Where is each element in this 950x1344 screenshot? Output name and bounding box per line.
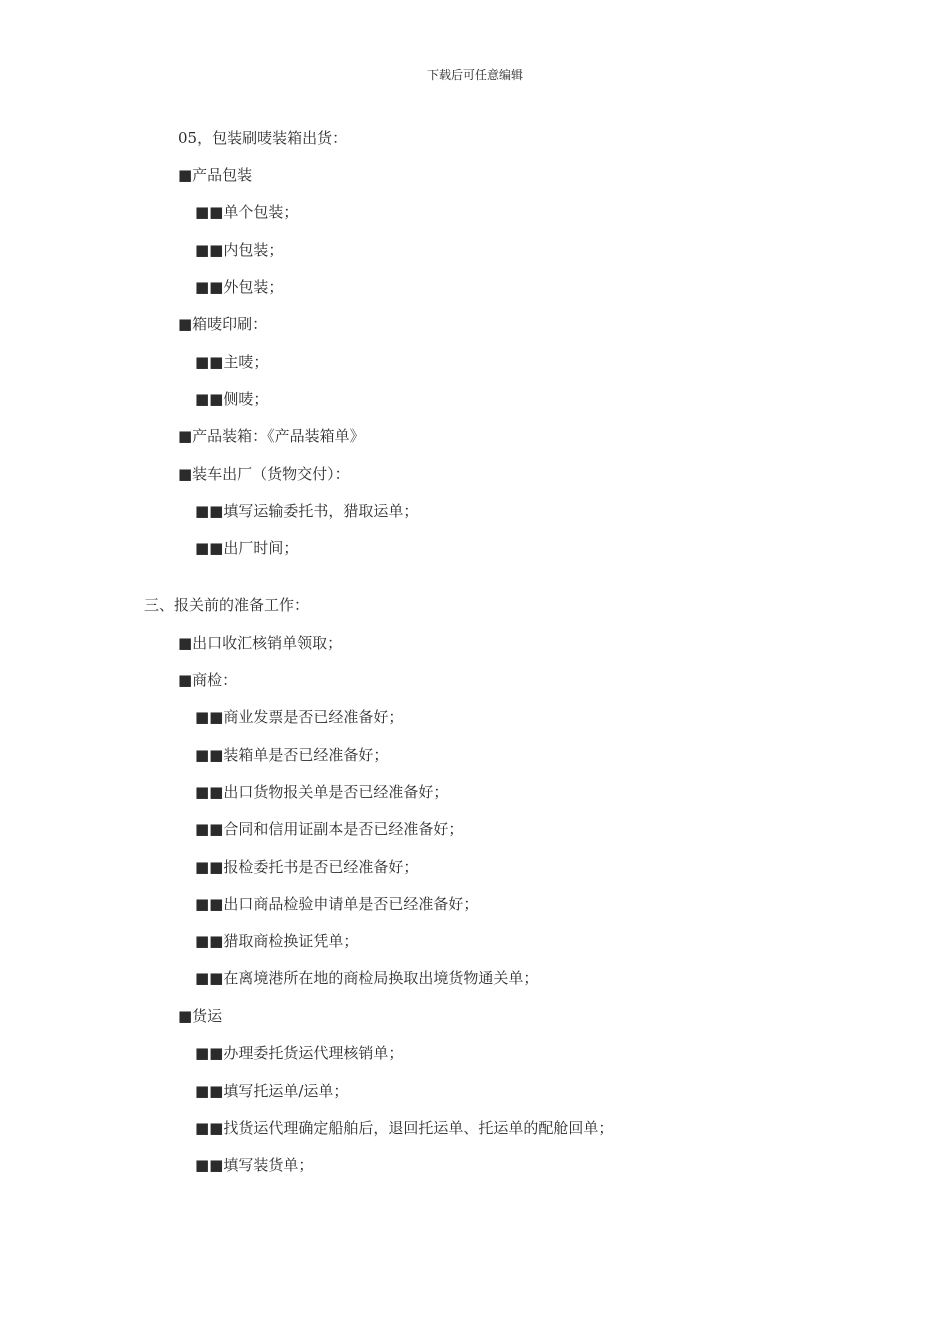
list-item: ■货运 [178, 1007, 223, 1025]
sub-list-item: ■■填写运输委托书，猎取运单； [195, 502, 419, 520]
sub-list-item: ■■猎取商检换证凭单； [195, 932, 359, 950]
sub-list-item: ■■办理委托货运代理核销单； [195, 1044, 404, 1062]
sub-list-item: ■■填写托运单/运单； [195, 1082, 349, 1100]
sub-list-item: ■■单个包装； [195, 203, 299, 221]
sub-list-item: ■■出口货物报关单是否已经准备好； [195, 783, 449, 801]
sub-list-item: ■■报检委托书是否已经准备好； [195, 858, 419, 876]
sub-list-item: ■■装箱单是否已经准备好； [195, 746, 389, 764]
sub-list-item: ■■主唛； [195, 353, 269, 371]
sub-list-item: ■■填写装货单； [195, 1156, 314, 1174]
section-heading: 三、报关前的准备工作： [144, 596, 310, 614]
sub-list-item: ■■外包装； [195, 278, 284, 296]
sub-list-item: ■■侧唛； [195, 390, 269, 408]
sub-list-item: ■■出厂时间； [195, 539, 299, 557]
sub-list-item: ■■找货运代理确定船舶后，退回托运单、托运单的配舱回单； [195, 1119, 614, 1137]
sub-list-item: ■■商业发票是否已经准备好； [195, 708, 404, 726]
sub-list-item: ■■出口商品检验申请单是否已经准备好； [195, 895, 479, 913]
sub-list-item: ■■合同和信用证副本是否已经准备好； [195, 820, 464, 838]
list-item: ■产品包装 [178, 166, 253, 184]
list-item: ■产品装箱：《产品装箱单》 [178, 427, 365, 445]
list-item: ■出口收汇核销单领取； [178, 634, 343, 652]
sub-list-item: ■■内包装； [195, 241, 284, 259]
list-item: 05，包装刷唛装箱出货： [178, 129, 348, 147]
page-header: 下载后可任意编辑 [426, 68, 523, 82]
list-item: ■商检： [178, 671, 238, 689]
list-item: ■箱唛印刷： [178, 315, 268, 333]
list-item: ■装车出厂（货物交付）： [178, 465, 350, 483]
sub-list-item: ■■在离境港所在地的商检局换取出境货物通关单； [195, 969, 539, 987]
